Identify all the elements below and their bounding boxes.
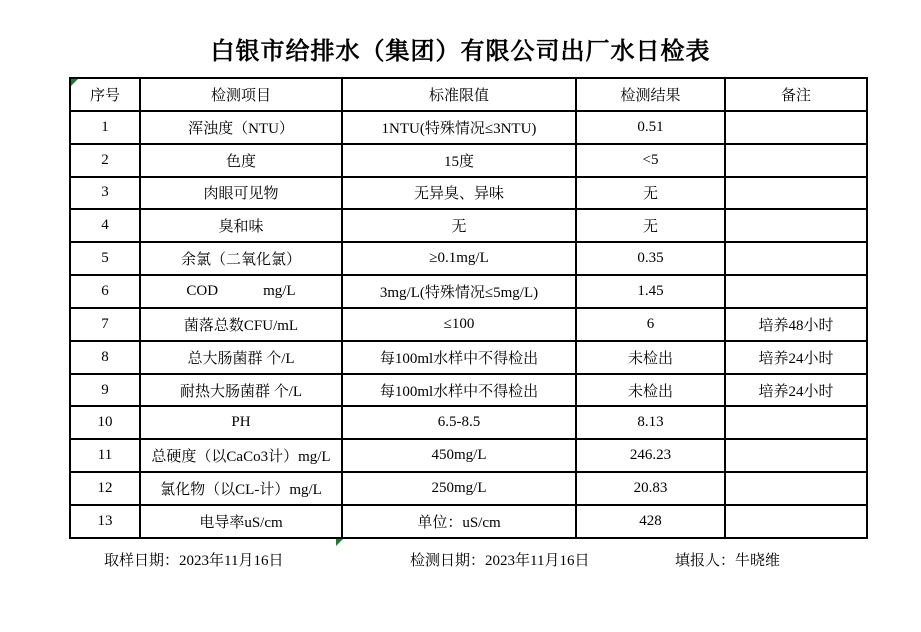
row-no: 10 <box>70 406 140 439</box>
row-no: 13 <box>70 505 140 538</box>
row-result: 428 <box>576 505 725 538</box>
row-standard: 每100ml水样中不得检出 <box>342 374 576 407</box>
row-item: PH <box>140 406 342 439</box>
sample-date-text: 取样日期：2023年11月16日 <box>104 553 284 569</box>
row-standard: 每100ml水样中不得检出 <box>342 341 576 374</box>
row-standard: 250mg/L <box>342 472 576 505</box>
table-row <box>70 242 867 275</box>
table-row <box>70 275 867 308</box>
row-standard: 3mg/L(特殊情况≤5mg/L) <box>342 275 576 308</box>
col-header-remark: 备注 <box>725 78 867 111</box>
row-result: 0.35 <box>576 242 725 275</box>
table-row <box>70 472 867 505</box>
row-remark <box>725 177 867 210</box>
fill-handle-icon <box>336 539 343 546</box>
row-remark <box>725 242 867 275</box>
row-standard: 450mg/L <box>342 439 576 472</box>
row-standard: ≤100 <box>342 308 576 341</box>
row-remark: 培养24小时 <box>725 341 867 374</box>
reporter-text: 填报人：牛晓维 <box>675 553 781 569</box>
row-no: 2 <box>70 144 140 177</box>
table-row <box>70 209 867 242</box>
row-item: 色度 <box>140 144 342 177</box>
row-no: 9 <box>70 374 140 407</box>
row-item: 余氯（二氧化氯） <box>140 242 342 275</box>
table-row <box>70 144 867 177</box>
row-result: 246.23 <box>576 439 725 472</box>
row-result: 未检出 <box>576 374 725 407</box>
row-item: COD mg/L <box>140 275 342 308</box>
row-standard: 6.5-8.5 <box>342 406 576 439</box>
row-result: <5 <box>576 144 725 177</box>
row-item: 菌落总数CFU/mL <box>140 308 342 341</box>
table-row <box>70 406 867 439</box>
header-row <box>70 78 867 111</box>
inspection-table <box>69 77 868 539</box>
row-item: 总硬度（以CaCo3计）mg/L <box>140 439 342 472</box>
row-remark <box>725 505 867 538</box>
row-result: 6 <box>576 308 725 341</box>
row-result: 0.51 <box>576 111 725 144</box>
row-standard: 单位：uS/cm <box>342 505 576 538</box>
page-title: 白银市给排水（集团）有限公司出厂水日检表 <box>210 39 711 65</box>
row-standard: 1NTU(特殊情况≤3NTU) <box>342 111 576 144</box>
table-row <box>70 505 867 538</box>
table-row <box>70 308 867 341</box>
row-remark <box>725 406 867 439</box>
table-row <box>70 341 867 374</box>
row-no: 12 <box>70 472 140 505</box>
row-remark: 培养48小时 <box>725 308 867 341</box>
row-no: 8 <box>70 341 140 374</box>
row-result: 8.13 <box>576 406 725 439</box>
row-item: 电导率uS/cm <box>140 505 342 538</box>
row-no: 1 <box>70 111 140 144</box>
table-row <box>70 177 867 210</box>
col-header-result: 检测结果 <box>576 78 725 111</box>
row-no: 5 <box>70 242 140 275</box>
row-remark <box>725 144 867 177</box>
col-header-item: 检测项目 <box>140 78 342 111</box>
row-item: 耐热大肠菌群 个/L <box>140 374 342 407</box>
row-item: 肉眼可见物 <box>140 177 342 210</box>
row-no: 6 <box>70 275 140 308</box>
row-standard: 15度 <box>342 144 576 177</box>
col-header-no: 序号 <box>70 78 140 111</box>
row-standard: 无异臭、异味 <box>342 177 576 210</box>
row-result: 无 <box>576 177 725 210</box>
row-item: 氯化物（以CL-计）mg/L <box>140 472 342 505</box>
row-result: 20.83 <box>576 472 725 505</box>
row-remark <box>725 472 867 505</box>
table-body <box>70 111 867 538</box>
table-row <box>70 439 867 472</box>
row-item: 浑浊度（NTU） <box>140 111 342 144</box>
table-row <box>70 111 867 144</box>
row-result: 1.45 <box>576 275 725 308</box>
row-no: 11 <box>70 439 140 472</box>
table-row <box>70 374 867 407</box>
row-remark <box>725 439 867 472</box>
row-remark <box>725 275 867 308</box>
row-result: 未检出 <box>576 341 725 374</box>
row-standard: ≥0.1mg/L <box>342 242 576 275</box>
row-result: 无 <box>576 209 725 242</box>
col-header-standard: 标准限值 <box>342 78 576 111</box>
row-remark: 培养24小时 <box>725 374 867 407</box>
row-no: 7 <box>70 308 140 341</box>
row-no: 4 <box>70 209 140 242</box>
test-date-text: 检测日期：2023年11月16日 <box>410 553 590 569</box>
row-no: 3 <box>70 177 140 210</box>
row-item: 总大肠菌群 个/L <box>140 341 342 374</box>
row-item: 臭和味 <box>140 209 342 242</box>
row-remark <box>725 209 867 242</box>
row-standard: 无 <box>342 209 576 242</box>
row-remark <box>725 111 867 144</box>
